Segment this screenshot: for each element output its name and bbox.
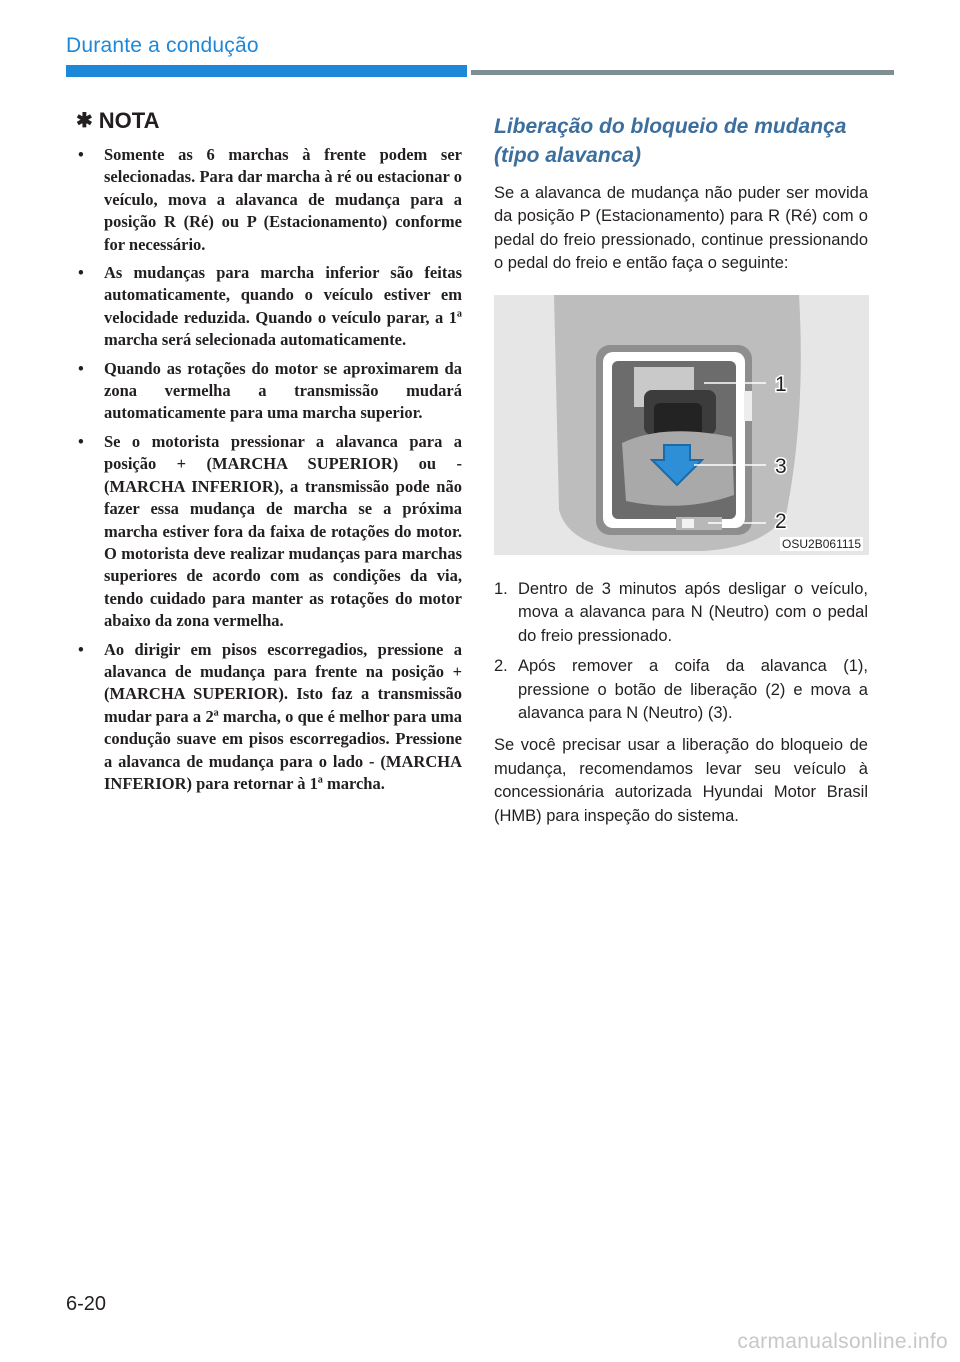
section-title: Durante a condução <box>66 34 259 57</box>
callout-2: 2 <box>775 510 787 533</box>
step-item: 1. Dentro de 3 minutos após desligar o veículo, mova a alavanca para N (Neutro) com o pedal do freio pressionado. <box>494 580 868 645</box>
release-section <box>494 112 868 276</box>
bullet-icon: • <box>78 431 84 451</box>
shift-lever-illustration <box>494 295 869 555</box>
release-heading: Liberação do bloqueio de mudança (tipo alavanca) <box>494 115 847 167</box>
step-item: 2. Após remover a coifa da alavanca (1), pressione o botão de liberação (2) e mova a alavanca para N (Neutro) (3). <box>494 657 868 723</box>
header-bar-gray <box>471 70 894 75</box>
release-intro: Se a alavanca de mudança não puder ser movida da posição P (Estacionamento) para R (Ré) com o pedal do freio pressionado, continue pressionando o pedal do freio e então faça o seguinte: <box>494 184 868 273</box>
bullet-icon: • <box>78 639 84 659</box>
note-bullet: • Quando as rotações do motor se aproximarem da zona vermelha a transmissão mudará automaticamente para uma marcha superior. <box>78 358 462 423</box>
bullet-icon: • <box>78 145 84 164</box>
release-steps <box>494 578 868 828</box>
note-bullet: • Se o motorista pressionar a alavanca para a posição + (MARCHA SUPERIOR) ou - (MARCHA INFERIOR), a transmissão pode não fazer essa mudança de marcha se a próxima marcha estiver fora da faixa de rotações do motor. O motorista deve realizar mudanças para marchas superiores de acordo com as condições da via, tendo cuidado para manter as rotações do motor abaixo da zona vermelha. <box>78 431 462 631</box>
note-bullet: • Somente as 6 marchas à frente podem ser selecionadas. Para dar marcha à ré ou estacionar o veículo, mova a alavanca de mudança para a posição R (Ré) ou P (Estacionamento) conforme for necessário. <box>78 145 462 254</box>
note-bullet: • As mudanças para marcha inferior são feitas automaticamente, quando o veículo estiver em velocidade reduzida. Quando o veículo parar, a 1ª marcha será selecionada automaticamente. <box>78 263 462 350</box>
note-title: NOTA <box>98 108 160 133</box>
note-bullet-list <box>76 144 462 795</box>
figure-code: OSU2B061115 <box>782 537 861 551</box>
shift-lever-figure <box>494 295 869 555</box>
note-bullet: • Ao dirigir em pisos escorregadios, pressione a alavanca de mudança para frente na posição + (MARCHA SUPERIOR). Isto faz a transmissão mudar para a 2ª marcha, o que é melhor para uma condução suave em pisos escorregadios. Pressione a alavanca de mudança para o lado - (MARCHA INFERIOR) para retornar à 1ª marcha. <box>78 639 462 793</box>
page-number: 6-20 <box>66 1293 107 1315</box>
watermark: carmanualsonline.info <box>737 1330 948 1353</box>
bullet-icon: • <box>78 358 84 378</box>
header-bar-blue <box>66 65 467 77</box>
callout-3: 3 <box>775 455 787 478</box>
step-list <box>494 578 868 725</box>
asterisk-icon: ✱ <box>76 110 93 132</box>
callout-1: 1 <box>775 373 787 396</box>
note-heading <box>76 108 462 134</box>
note-box <box>76 108 462 801</box>
release-closing: Se você precisar usar a liberação do bloqueio de mudança, recomendamos levar seu veículo à concessionária autorizada Hyundai Motor Brasil (HMB) para inspeção do sistema. <box>494 736 868 825</box>
bullet-icon: • <box>78 263 84 283</box>
